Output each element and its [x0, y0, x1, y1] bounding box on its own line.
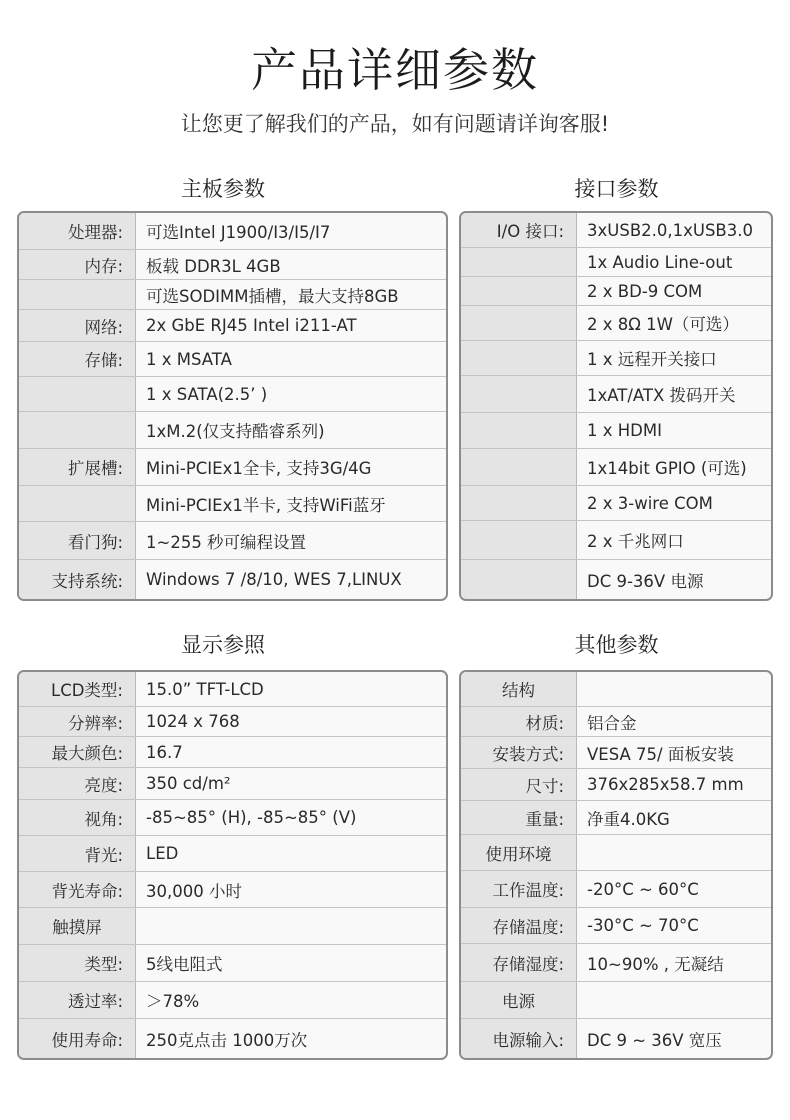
board-spec-table: [17, 211, 448, 601]
spec-value: 1 x HDMI: [587, 421, 662, 440]
spec-row: [461, 485, 771, 520]
spec-label: 支持系统:: [51, 571, 123, 591]
spec-value: 2 x BD-9 COM: [587, 281, 703, 301]
spec-label: [461, 277, 564, 305]
spec-value: Windows 7 /8/10, WES 7,LINUX: [146, 570, 402, 589]
spec-row: [19, 799, 446, 835]
section-title-board: 主板参数: [181, 177, 265, 201]
spec-value: 净重4.0KG: [587, 809, 670, 829]
spec-row: [461, 247, 771, 276]
spec-row: [19, 871, 446, 907]
spec-value: 15.0” TFT-LCD: [146, 679, 264, 699]
spec-value: [587, 672, 767, 706]
spec-value: 1xAT/ATX 拨码开关: [587, 386, 736, 405]
spec-value: Mini-PCIEx1全卡, 支持3G/4G: [146, 459, 372, 478]
spec-value: 1x14bit GPIO (可选): [587, 459, 747, 478]
spec-row: [19, 706, 446, 736]
spec-value: 1024 x 768: [146, 712, 240, 731]
spec-value: 1~255 秒可编程设置: [146, 532, 307, 552]
spec-label: 网络:: [84, 317, 123, 337]
spec-value: 可选SODIMM插槽，最大支持8GB: [146, 286, 399, 306]
spec-label: 存储:: [84, 351, 123, 370]
spec-row: [461, 870, 771, 907]
spec-label: 工作温度:: [492, 881, 564, 900]
spec-value: 1 x SATA(2.5’ ): [146, 384, 268, 404]
spec-label: 尺寸:: [525, 776, 564, 796]
spec-row: [19, 341, 446, 376]
spec-label: [19, 280, 123, 309]
spec-row: [19, 981, 446, 1018]
spec-value: 376x285x58.7 mm: [587, 775, 744, 794]
spec-label: 看门狗:: [67, 532, 123, 552]
spec-value: 1xM.2(仅支持酷睿系列): [146, 422, 325, 441]
spec-label: 透过率:: [67, 992, 123, 1011]
spec-value: 350 cd/m²: [146, 774, 231, 793]
spec-label: 重量:: [525, 809, 564, 829]
spec-row: [19, 907, 446, 944]
spec-row: [461, 213, 771, 247]
spec-label: 视角:: [84, 809, 123, 829]
io-spec-table: [459, 211, 773, 601]
spec-label: [19, 377, 123, 411]
spec-row: [461, 1018, 771, 1058]
spec-value: 板载 DDR3L 4GB: [146, 256, 281, 276]
display-spec-table: [17, 670, 448, 1060]
spec-row: [461, 834, 771, 870]
spec-label: [461, 413, 564, 448]
spec-row: [19, 672, 446, 706]
spec-label: [19, 412, 123, 448]
spec-value: [587, 835, 767, 870]
spec-label: 处理器:: [67, 223, 123, 242]
spec-label: 内存:: [84, 256, 123, 276]
spec-value: LED: [146, 844, 179, 863]
page-subtitle: 让您更了解我们的产品，如有问题请详询客服!: [180, 112, 610, 136]
spec-value: DC 9-36V 电源: [587, 571, 704, 591]
spec-label: 存储温度:: [492, 917, 564, 937]
spec-label: LCD类型:: [51, 681, 123, 700]
spec-label: [461, 486, 564, 520]
spec-label: 触摸屏: [52, 918, 102, 937]
spec-value: 250克点击 1000万次: [146, 1030, 308, 1050]
spec-label: 分辨率:: [67, 713, 123, 733]
spec-value: 16.7: [146, 742, 183, 762]
spec-value: 2 x 千兆网口: [587, 532, 684, 551]
spec-value: 1 x MSATA: [146, 349, 232, 369]
spec-row: [19, 485, 446, 521]
spec-label: [461, 248, 564, 276]
spec-row: [461, 559, 771, 599]
spec-label: [461, 521, 564, 559]
spec-row: [461, 520, 771, 559]
spec-row: [19, 1018, 446, 1058]
spec-value: Mini-PCIEx1半卡, 支持WiFi蓝牙: [146, 495, 386, 515]
spec-label: 存储湿度:: [492, 954, 564, 974]
spec-label: 材质:: [525, 713, 564, 733]
spec-value: 2 x 3-wire COM: [587, 493, 713, 513]
spec-label: 电源: [502, 992, 535, 1011]
spec-row: [19, 835, 446, 871]
spec-label: 背光:: [84, 845, 123, 865]
section-title-io: 接口参数: [574, 177, 659, 201]
spec-label: I/O 接口:: [496, 222, 564, 241]
spec-row: [461, 276, 771, 305]
spec-row: [19, 448, 446, 485]
section-title-other: 其他参数: [574, 633, 659, 657]
spec-row: [19, 521, 446, 559]
spec-row: [461, 375, 771, 412]
spec-row: [19, 279, 446, 309]
spec-value: -85~85° (H), -85~85° (V): [146, 808, 357, 827]
spec-label: [461, 306, 564, 340]
spec-row: [461, 412, 771, 448]
spec-value: -20°C ~ 60°C: [587, 879, 699, 899]
spec-row: [461, 305, 771, 340]
spec-row: [461, 736, 771, 768]
spec-value: 1 x 远程开关接口: [587, 350, 717, 369]
spec-row: [461, 340, 771, 375]
spec-value: ＞78%: [146, 992, 200, 1011]
spec-row: [461, 768, 771, 800]
spec-row: [19, 767, 446, 799]
spec-label: [19, 486, 123, 521]
spec-label: [461, 376, 564, 412]
spec-row: [461, 943, 771, 981]
spec-label: 亮度:: [84, 775, 123, 795]
spec-row: [461, 981, 771, 1018]
spec-label: 扩展槽:: [67, 459, 123, 478]
spec-value: 1x Audio Line-out: [587, 252, 733, 272]
spec-value: VESA 75/ 面板安装: [587, 744, 734, 764]
spec-row: [461, 672, 771, 706]
spec-label: 结构: [502, 681, 535, 700]
spec-value: 3xUSB2.0,1xUSB3.0: [587, 220, 753, 240]
page-title: 产品详细参数: [251, 43, 539, 97]
spec-row: [19, 213, 446, 249]
spec-label: [461, 449, 564, 485]
spec-row: [19, 411, 446, 448]
spec-label: 背光寿命:: [51, 881, 123, 901]
spec-label: 类型:: [84, 955, 123, 974]
spec-value: 2x GbE RJ45 Intel i211-AT: [146, 316, 357, 335]
spec-label: 安装方式:: [492, 744, 564, 764]
spec-row: [19, 944, 446, 981]
spec-label: 使用寿命:: [51, 1030, 123, 1050]
spec-value: 铝合金: [587, 713, 637, 733]
spec-value: -30°C ~ 70°C: [587, 916, 699, 935]
spec-value: DC 9 ~ 36V 宽压: [587, 1030, 722, 1050]
spec-value: 2 x 8Ω 1W（可选）: [587, 315, 739, 334]
spec-label: 使用环境: [485, 844, 552, 864]
section-title-display: 显示参照: [181, 633, 265, 657]
spec-label: [461, 341, 564, 375]
spec-value: [146, 908, 442, 944]
spec-value: 10~90% , 无凝结: [587, 954, 724, 974]
spec-row: [19, 249, 446, 279]
spec-label: 最大颜色:: [51, 744, 123, 763]
spec-value: 可选Intel J1900/I3/I5/I7: [146, 223, 331, 242]
spec-label: 电源输入:: [492, 1030, 564, 1050]
spec-value: 30,000 小时: [146, 881, 242, 901]
spec-row: [461, 800, 771, 834]
spec-row: [19, 309, 446, 341]
spec-row: [461, 907, 771, 943]
spec-row: [19, 736, 446, 767]
spec-row: [19, 376, 446, 411]
spec-label: [461, 560, 564, 599]
spec-row: [19, 559, 446, 599]
other-spec-table: [459, 670, 773, 1060]
spec-value: 5线电阻式: [146, 955, 223, 974]
spec-row: [461, 706, 771, 736]
spec-value: [587, 982, 767, 1018]
spec-row: [461, 448, 771, 485]
